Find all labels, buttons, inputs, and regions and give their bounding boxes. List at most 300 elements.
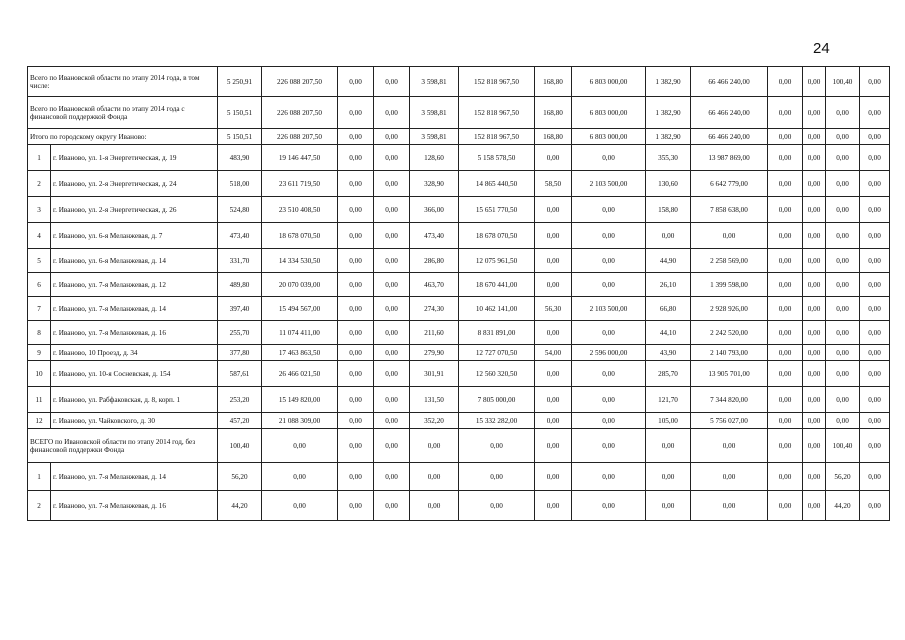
value-cell: 0,00 (535, 321, 572, 345)
value-cell: 489,80 (218, 273, 262, 297)
value-cell: 0,00 (768, 463, 803, 491)
row-number: 5 (28, 249, 51, 273)
value-cell: 18 678 070,50 (262, 223, 338, 249)
value-cell: 0,00 (374, 223, 410, 249)
value-cell: 0,00 (374, 361, 410, 387)
value-cell: 255,70 (218, 321, 262, 345)
address-cell: г. Иваново, ул. 2-я Энергетическая, д. 24 (51, 171, 218, 197)
value-cell: 6 803 000,00 (572, 129, 646, 145)
value-cell: 0,00 (535, 197, 572, 223)
value-cell: 0,00 (826, 171, 860, 197)
value-cell: 0,00 (860, 145, 890, 171)
value-cell: 0,00 (826, 129, 860, 145)
summary-row (28, 429, 890, 463)
value-cell: 473,40 (218, 223, 262, 249)
value-cell: 0,00 (572, 321, 646, 345)
value-cell: 5 756 027,00 (691, 413, 768, 429)
row-number: 4 (28, 223, 51, 249)
value-cell: 0,00 (374, 197, 410, 223)
value-cell: 0,00 (826, 387, 860, 413)
summary-label: Всего по Ивановской области по этапу 2014 года с финансовой поддержкой Фонда (28, 97, 218, 129)
value-cell: 0,00 (826, 413, 860, 429)
value-cell: 253,20 (218, 387, 262, 413)
summary-row (28, 129, 890, 145)
value-cell: 0,00 (338, 413, 374, 429)
value-cell: 463,70 (410, 273, 459, 297)
value-cell: 0,00 (459, 463, 535, 491)
value-cell: 0,00 (826, 97, 860, 129)
value-cell: 0,00 (459, 491, 535, 521)
value-cell: 0,00 (535, 223, 572, 249)
value-cell: 121,70 (646, 387, 691, 413)
row-number: 3 (28, 197, 51, 223)
value-cell: 0,00 (768, 345, 803, 361)
value-cell: 0,00 (338, 145, 374, 171)
value-cell: 377,80 (218, 345, 262, 361)
row-number: 2 (28, 171, 51, 197)
value-cell: 66 466 240,00 (691, 67, 768, 97)
value-cell: 352,20 (410, 413, 459, 429)
value-cell: 226 088 207,50 (262, 97, 338, 129)
value-cell: 0,00 (646, 463, 691, 491)
value-cell: 0,00 (410, 491, 459, 521)
row-number: 10 (28, 361, 51, 387)
value-cell: 0,00 (374, 321, 410, 345)
value-cell: 2 103 500,00 (572, 171, 646, 197)
value-cell: 0,00 (826, 273, 860, 297)
table-row (28, 297, 890, 321)
value-cell: 0,00 (374, 97, 410, 129)
value-cell: 6 642 779,00 (691, 171, 768, 197)
address-cell: г. Иваново, ул. 7-я Меланжевая, д. 14 (51, 297, 218, 321)
summary-label: Всего по Ивановской области по этапу 2014 года, в том числе: (28, 67, 218, 97)
value-cell: 0,00 (768, 361, 803, 387)
value-cell: 13 905 701,00 (691, 361, 768, 387)
value-cell: 5 158 578,50 (459, 145, 535, 171)
value-cell: 0,00 (803, 67, 826, 97)
value-cell: 15 494 567,00 (262, 297, 338, 321)
value-cell: 0,00 (860, 67, 890, 97)
table-row (28, 145, 890, 171)
value-cell: 226 088 207,50 (262, 67, 338, 97)
value-cell: 0,00 (860, 249, 890, 273)
value-cell: 0,00 (768, 321, 803, 345)
value-cell: 6 803 000,00 (572, 67, 646, 97)
value-cell: 0,00 (410, 429, 459, 463)
value-cell: 8 831 891,00 (459, 321, 535, 345)
table-row (28, 361, 890, 387)
row-number: 9 (28, 345, 51, 361)
value-cell: 274,30 (410, 297, 459, 321)
value-cell: 0,00 (768, 297, 803, 321)
value-cell: 0,00 (535, 273, 572, 297)
value-cell: 0,00 (338, 361, 374, 387)
value-cell: 168,80 (535, 97, 572, 129)
value-cell: 0,00 (826, 321, 860, 345)
value-cell: 44,10 (646, 321, 691, 345)
value-cell: 0,00 (860, 97, 890, 129)
value-cell: 0,00 (572, 463, 646, 491)
value-cell: 0,00 (691, 491, 768, 521)
value-cell: 23 510 408,50 (262, 197, 338, 223)
value-cell: 0,00 (768, 223, 803, 249)
value-cell: 0,00 (535, 413, 572, 429)
value-cell: 15 149 820,00 (262, 387, 338, 413)
value-cell: 0,00 (338, 249, 374, 273)
value-cell: 587,61 (218, 361, 262, 387)
value-cell: 0,00 (860, 491, 890, 521)
value-cell: 0,00 (803, 249, 826, 273)
value-cell: 12 560 320,50 (459, 361, 535, 387)
value-cell: 7 344 820,00 (691, 387, 768, 413)
value-cell: 2 103 500,00 (572, 297, 646, 321)
value-cell: 0,00 (803, 491, 826, 521)
value-cell: 0,00 (374, 297, 410, 321)
value-cell: 0,00 (374, 249, 410, 273)
value-cell: 128,60 (410, 145, 459, 171)
value-cell: 0,00 (535, 145, 572, 171)
value-cell: 0,00 (768, 197, 803, 223)
row-number: 1 (28, 145, 51, 171)
value-cell: 0,00 (768, 97, 803, 129)
value-cell: 0,00 (338, 223, 374, 249)
value-cell: 13 987 869,00 (691, 145, 768, 171)
value-cell: 3 598,81 (410, 97, 459, 129)
value-cell: 0,00 (803, 361, 826, 387)
value-cell: 0,00 (338, 321, 374, 345)
value-cell: 152 818 967,50 (459, 97, 535, 129)
address-cell: г. Иваново, ул. 6-я Меланжевая, д. 14 (51, 249, 218, 273)
value-cell: 0,00 (860, 223, 890, 249)
value-cell: 130,60 (646, 171, 691, 197)
value-cell: 0,00 (860, 413, 890, 429)
value-cell: 0,00 (691, 223, 768, 249)
value-cell: 54,00 (535, 345, 572, 361)
value-cell: 2 242 520,00 (691, 321, 768, 345)
value-cell: 473,40 (410, 223, 459, 249)
value-cell: 7 805 000,00 (459, 387, 535, 413)
value-cell: 211,60 (410, 321, 459, 345)
address-cell: г. Иваново, ул. 2-я Энергетическая, д. 26 (51, 197, 218, 223)
value-cell: 0,00 (860, 463, 890, 491)
value-cell: 0,00 (860, 321, 890, 345)
value-cell: 328,90 (410, 171, 459, 197)
value-cell: 366,00 (410, 197, 459, 223)
row-number: 8 (28, 321, 51, 345)
value-cell: 12 075 961,50 (459, 249, 535, 273)
table-row (28, 463, 890, 491)
value-cell: 0,00 (338, 273, 374, 297)
value-cell: 152 818 967,50 (459, 67, 535, 97)
table-row (28, 413, 890, 429)
value-cell: 15 651 770,50 (459, 197, 535, 223)
value-cell: 355,30 (646, 145, 691, 171)
value-cell: 0,00 (768, 413, 803, 429)
value-cell: 0,00 (338, 429, 374, 463)
value-cell: 0,00 (374, 413, 410, 429)
row-number: 11 (28, 387, 51, 413)
value-cell: 66,80 (646, 297, 691, 321)
value-cell: 0,00 (860, 129, 890, 145)
value-cell: 18 678 070,50 (459, 223, 535, 249)
value-cell: 0,00 (803, 171, 826, 197)
value-cell: 0,00 (803, 197, 826, 223)
value-cell: 56,20 (218, 463, 262, 491)
value-cell: 0,00 (803, 223, 826, 249)
value-cell: 0,00 (459, 429, 535, 463)
value-cell: 105,00 (646, 413, 691, 429)
value-cell: 0,00 (535, 387, 572, 413)
value-cell: 26,10 (646, 273, 691, 297)
value-cell: 0,00 (803, 129, 826, 145)
table-row (28, 345, 890, 361)
address-cell: г. Иваново, ул. 7-я Меланжевая, д. 16 (51, 491, 218, 521)
value-cell: 0,00 (338, 129, 374, 145)
value-cell: 0,00 (860, 361, 890, 387)
value-cell: 0,00 (535, 249, 572, 273)
value-cell: 0,00 (338, 197, 374, 223)
value-cell: 286,80 (410, 249, 459, 273)
value-cell: 0,00 (768, 249, 803, 273)
value-cell: 18 670 441,00 (459, 273, 535, 297)
relocation-table (27, 66, 890, 521)
value-cell: 0,00 (338, 345, 374, 361)
value-cell: 2 258 569,00 (691, 249, 768, 273)
value-cell: 0,00 (374, 429, 410, 463)
value-cell: 0,00 (768, 171, 803, 197)
value-cell: 0,00 (374, 273, 410, 297)
value-cell: 397,40 (218, 297, 262, 321)
summary-label: Итого по городскому округу Иваново: (28, 129, 218, 145)
value-cell: 17 463 863,50 (262, 345, 338, 361)
value-cell: 0,00 (374, 145, 410, 171)
value-cell: 44,20 (826, 491, 860, 521)
value-cell: 0,00 (768, 491, 803, 521)
value-cell: 483,90 (218, 145, 262, 171)
value-cell: 0,00 (768, 429, 803, 463)
value-cell: 0,00 (826, 345, 860, 361)
value-cell: 0,00 (860, 429, 890, 463)
address-cell: г. Иваново, ул. Чайковского, д. 30 (51, 413, 218, 429)
value-cell: 0,00 (535, 429, 572, 463)
value-cell: 19 146 447,50 (262, 145, 338, 171)
value-cell: 0,00 (826, 145, 860, 171)
value-cell: 0,00 (860, 345, 890, 361)
value-cell: 0,00 (860, 171, 890, 197)
value-cell: 66 466 240,00 (691, 129, 768, 145)
table-row (28, 197, 890, 223)
value-cell: 0,00 (803, 387, 826, 413)
value-cell: 5 150,51 (218, 97, 262, 129)
value-cell: 0,00 (691, 463, 768, 491)
value-cell: 0,00 (338, 463, 374, 491)
value-cell: 6 803 000,00 (572, 97, 646, 129)
value-cell: 0,00 (646, 429, 691, 463)
value-cell: 100,40 (826, 67, 860, 97)
value-cell: 0,00 (768, 387, 803, 413)
value-cell: 0,00 (572, 249, 646, 273)
value-cell: 0,00 (374, 67, 410, 97)
value-cell: 0,00 (374, 345, 410, 361)
value-cell: 0,00 (826, 197, 860, 223)
value-cell: 0,00 (535, 463, 572, 491)
value-cell: 12 727 070,50 (459, 345, 535, 361)
value-cell: 168,80 (535, 129, 572, 145)
value-cell: 226 088 207,50 (262, 129, 338, 145)
value-cell: 3 598,81 (410, 67, 459, 97)
value-cell: 0,00 (374, 463, 410, 491)
value-cell: 0,00 (535, 491, 572, 521)
value-cell: 0,00 (803, 345, 826, 361)
value-cell: 20 070 039,00 (262, 273, 338, 297)
summary-row (28, 67, 890, 97)
value-cell: 0,00 (572, 197, 646, 223)
address-cell: г. Иваново, ул. 1-я Энергетическая, д. 19 (51, 145, 218, 171)
value-cell: 0,00 (803, 297, 826, 321)
value-cell: 58,50 (535, 171, 572, 197)
value-cell: 44,90 (646, 249, 691, 273)
value-cell: 0,00 (860, 273, 890, 297)
value-cell: 26 466 021,50 (262, 361, 338, 387)
value-cell: 21 088 309,00 (262, 413, 338, 429)
value-cell: 0,00 (803, 413, 826, 429)
table-row (28, 171, 890, 197)
page-number: 24 (813, 40, 830, 57)
value-cell: 524,80 (218, 197, 262, 223)
value-cell: 0,00 (826, 361, 860, 387)
value-cell: 0,00 (826, 223, 860, 249)
value-cell: 5 150,51 (218, 129, 262, 145)
value-cell: 0,00 (860, 197, 890, 223)
address-cell: г. Иваново, 10 Проезд, д. 34 (51, 345, 218, 361)
value-cell: 0,00 (374, 387, 410, 413)
value-cell: 0,00 (768, 67, 803, 97)
value-cell: 0,00 (374, 171, 410, 197)
value-cell: 0,00 (803, 273, 826, 297)
value-cell: 0,00 (410, 463, 459, 491)
value-cell: 1 382,90 (646, 129, 691, 145)
value-cell: 285,70 (646, 361, 691, 387)
value-cell: 0,00 (826, 297, 860, 321)
value-cell: 44,20 (218, 491, 262, 521)
table-row (28, 249, 890, 273)
value-cell: 11 074 411,00 (262, 321, 338, 345)
value-cell: 0,00 (803, 145, 826, 171)
value-cell: 0,00 (338, 491, 374, 521)
value-cell: 0,00 (374, 129, 410, 145)
value-cell: 0,00 (338, 387, 374, 413)
value-cell: 457,20 (218, 413, 262, 429)
value-cell: 301,91 (410, 361, 459, 387)
value-cell: 0,00 (262, 463, 338, 491)
value-cell: 518,00 (218, 171, 262, 197)
value-cell: 0,00 (338, 297, 374, 321)
value-cell: 0,00 (768, 129, 803, 145)
value-cell: 0,00 (691, 429, 768, 463)
value-cell: 0,00 (803, 97, 826, 129)
value-cell: 331,70 (218, 249, 262, 273)
value-cell: 5 250,91 (218, 67, 262, 97)
value-cell: 0,00 (572, 413, 646, 429)
value-cell: 1 382,90 (646, 97, 691, 129)
table-row (28, 223, 890, 249)
value-cell: 0,00 (646, 491, 691, 521)
summary-row (28, 97, 890, 129)
address-cell: г. Иваново, ул. 7-я Меланжевая, д. 12 (51, 273, 218, 297)
value-cell: 0,00 (262, 429, 338, 463)
value-cell: 0,00 (572, 223, 646, 249)
row-number: 2 (28, 491, 51, 521)
value-cell: 0,00 (572, 145, 646, 171)
value-cell: 0,00 (860, 297, 890, 321)
table-row (28, 321, 890, 345)
value-cell: 10 462 141,00 (459, 297, 535, 321)
value-cell: 3 598,81 (410, 129, 459, 145)
address-cell: г. Иваново, ул. 10-я Сосневская, д. 154 (51, 361, 218, 387)
value-cell: 0,00 (262, 491, 338, 521)
value-cell: 14 334 530,50 (262, 249, 338, 273)
value-cell: 279,90 (410, 345, 459, 361)
value-cell: 56,20 (826, 463, 860, 491)
table-row (28, 387, 890, 413)
value-cell: 1 382,90 (646, 67, 691, 97)
value-cell: 0,00 (803, 321, 826, 345)
value-cell: 100,40 (826, 429, 860, 463)
value-cell: 1 399 598,00 (691, 273, 768, 297)
value-cell: 0,00 (572, 491, 646, 521)
table-row (28, 273, 890, 297)
value-cell: 7 858 638,00 (691, 197, 768, 223)
value-cell: 0,00 (572, 273, 646, 297)
value-cell: 168,80 (535, 67, 572, 97)
value-cell: 131,50 (410, 387, 459, 413)
value-cell: 23 611 719,50 (262, 171, 338, 197)
row-number: 7 (28, 297, 51, 321)
value-cell: 2 596 000,00 (572, 345, 646, 361)
value-cell: 2 140 793,00 (691, 345, 768, 361)
value-cell: 0,00 (338, 97, 374, 129)
value-cell: 0,00 (803, 463, 826, 491)
address-cell: г. Иваново, ул. 6-я Меланжевая, д. 7 (51, 223, 218, 249)
value-cell: 0,00 (768, 273, 803, 297)
value-cell: 0,00 (803, 429, 826, 463)
value-cell: 2 928 926,00 (691, 297, 768, 321)
value-cell: 43,90 (646, 345, 691, 361)
value-cell: 14 865 440,50 (459, 171, 535, 197)
address-cell: г. Иваново, ул. Рабфаковская, д. 8, корп. 1 (51, 387, 218, 413)
value-cell: 0,00 (374, 491, 410, 521)
value-cell: 0,00 (338, 171, 374, 197)
row-number: 1 (28, 463, 51, 491)
value-cell: 0,00 (338, 67, 374, 97)
value-cell: 100,40 (218, 429, 262, 463)
value-cell: 0,00 (860, 387, 890, 413)
value-cell: 0,00 (826, 249, 860, 273)
value-cell: 0,00 (572, 429, 646, 463)
value-cell: 56,30 (535, 297, 572, 321)
value-cell: 0,00 (768, 145, 803, 171)
row-number: 12 (28, 413, 51, 429)
value-cell: 66 466 240,00 (691, 97, 768, 129)
value-cell: 0,00 (646, 223, 691, 249)
value-cell: 0,00 (572, 361, 646, 387)
value-cell: 0,00 (572, 387, 646, 413)
row-number: 6 (28, 273, 51, 297)
address-cell: г. Иваново, ул. 7-я Меланжевая, д. 16 (51, 321, 218, 345)
value-cell: 152 818 967,50 (459, 129, 535, 145)
value-cell: 15 332 282,00 (459, 413, 535, 429)
address-cell: г. Иваново, ул. 7-я Меланжевая, д. 14 (51, 463, 218, 491)
